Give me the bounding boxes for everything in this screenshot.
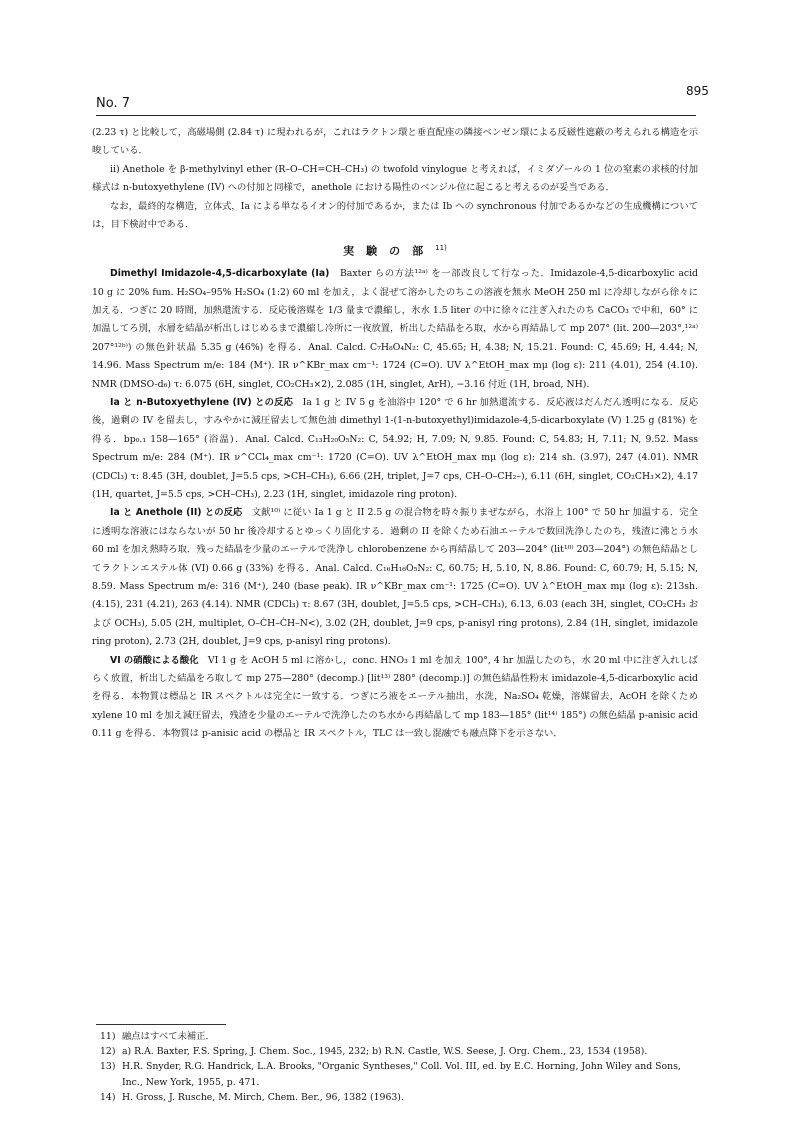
article-body	[92, 124, 698, 744]
footnote-number: 12)	[100, 1046, 116, 1058]
experiment-text: Baxter らの方法¹²ᵃ⁾ を一部改良して行なった．Imidazole-4,5-dicarboxylic acid 10 g に 20% fum. H₂SO₄–95% H₂SO₄ (1:2) 60 ml を加え，よく混ぜて溶かしたのちこの溶液を無水 MeOH 250 ml に冷却しながら徐々に加える．つぎに 20 時間，加熱還流する．反応後溶媒を 1/3 量まで濃縮し，氷水 1.5 liter の中に徐々に注ぎ入れたのち CaCO₃ で中和，60° に加温してろ別，水層を結晶が析出しはじめるまで濃縮し冷所に一夜放置，析出した結晶をろ取，水から再結晶して mp 207° (lit. 200—203°,¹²ᵃ⁾ 207°¹²ᵇ⁾) の無色針状晶 5.35 g (46%) を得る．Anal. Calcd. C₇H₈O₄N₂: C, 45.65; H, 4.38; N, 15.21. Found: C, 45.69; H, 4.44; N, 14.96. Mass Spectrum m/e: 184 (M⁺). IR ν^KBr_max cm⁻¹: 1724 (C=O). UV λ^EtOH_max mμ (log ε): 211 (4.01), 254 (4.10). NMR (DMSO-d₆) τ: 6.075 (6H, singlet, CO₂CH₃×2), 2.085 (1H, singlet, ArH), −3.16 付近 (1H, broad, NH).	[92, 268, 698, 390]
footnote-12	[100, 1044, 696, 1059]
page-number: 895	[686, 84, 709, 98]
experiment-text: 文献¹⁰⁾ に従い Ia 1 g と II 2.5 g の混合物を時々振りまぜながら，水浴上 100° で 50 hr 加温する．完全に透明な溶液にはならないが 50 hr 後冷却するとゆっくり固化する．過剰の II を除くため石油エーテルで数回洗浄したのち，残渣に沸とう水 60 ml を加え熱時ろ取．残った結晶を少量のエーテルで洗浄し chlorobenzene から再結晶して 203—204° (lit¹⁰⁾ 203—204°) の無色結晶としてラクトンエステル体 (VI) 0.66 g (33%) を得る．Anal. Calcd. C₁₆H₁₆O₅N₂: C, 60.75; H, 5.10, N, 8.86. Found: C, 60.79; H, 5.15; N, 8.59. Mass Spectrum m/e: 316 (M⁺), 240 (base peak). IR ν^KBr_max cm⁻¹: 1725 (C=O). UV λ^EtOH_max mμ (log ε): 213sh. (4.15), 231 (4.21), 263 (4.14). NMR (CDCl₃) τ: 8.67 (3H, doublet, J=5.5 cps, >CH–CH₃), 6.13, 6.03 (each 3H, singlet, CO₂CH₃ および OCH₃), 5.05 (2H, multiplet, O–ĊH–ĊH–N<), 3.02 (2H, doublet, J=9 cps, p-anisyl ring protons), 2.84 (1H, singlet, imidazole ring proton), 2.73 (2H, doublet, J=9 cps, p-anisyl ring protons).	[92, 507, 698, 648]
footnote-number: 14)	[100, 1091, 116, 1103]
footnote-rule	[96, 1024, 226, 1025]
footnotes	[100, 1029, 696, 1105]
experiment-heading: Dimethyl Imidazole-4,5-dicarboxylate (Ia)	[110, 268, 330, 280]
intro-paragraph-2: ii) Anethole を β-methylvinyl ether (R–O–CH=CH–CH₃) の twofold vinylogue と考えれば，イミダゾールの 1 位の窒素の求核的付加様式は n-butoxyethylene (IV) への付加と同様で，anethole における陽性のベンジル位に起こると考えるのが妥当である．	[92, 163, 698, 194]
header-rule	[96, 115, 696, 116]
footnote-11	[100, 1029, 696, 1044]
footnote-number: 11)	[100, 1031, 116, 1042]
section-note-ref: 11)	[435, 244, 447, 253]
experiment-text: Ia 1 g と IV 5 g を油浴中 120° で 6 hr 加熱還流する．反応液はだんだん透明になる．反応後，過剰の IV を留去し，すみやかに減圧留去して無色油 dimethyl 1-(1-n-butoxyethyl)imidazole-4,5-dicarboxylate (V) 1.25 g (81%) を得る．bp₀.₁ 158—165° (浴温)．Anal. Calcd. C₁₃H₂₀O₅N₂: C, 54.92; H, 7.09; N, 9.85. Found: C, 54.83; H, 7.11; N, 9.52. Mass Spectrum m/e: 284 (M⁺). IR ν^CCl₄_max cm⁻¹: 1720 (C=O). UV λ^EtOH_max mμ (log ε): 214 sh. (3.97), 247 (4.01). NMR (CDCl₃) τ: 8.45 (3H, doublet, J=5.5 cps, >CH–CH₃), 6.66 (2H, triplet, J=7 cps, CH–O–CH₂–), 6.11 (6H, singlet, CO₂CH₃×2), 4.17 (1H, quartet, J=5.5 cps, >CH–CH₃), 2.23 (1H, singlet, imidazole ring proton).	[92, 396, 698, 500]
intro-paragraph-3: なお，最終的な構造，立体式，Ia による単なるイオン的付加であるか，または Ib への synchronous 付加であるかなどの生成機構については，目下検討中である．	[92, 200, 698, 231]
experiment-text: VI 1 g を AcOH 5 ml に溶かし，conc. HNO₃ 1 ml を加え 100°, 4 hr 加温したのち，水 20 ml 中に注ぎ入れしばらく放置，析出した結晶をろ取して mp 275—280° (decomp.) [lit¹³⁾ 280° (decomp.)] の無色結晶性粉末 imidazole-4,5-dicarboxylic acid を得る．本物質は標品と IR スペクトルは完全に一致する．つぎにろ液をエーテル抽出，水洗，Na₂SO₄ 乾燥，溶媒留去，AcOH を除くため xylene 10 ml を加え減圧留去，残渣を少量のエーテルで洗浄したのち水から再結晶して mp 183—185° (lit¹⁴⁾ 185°) の無色結晶 p-anisic acid 0.11 g を得る．本物質は p-anisic acid の標品と IR スペクトル，TLC は一致し混融でも融点降下を示さない．	[92, 654, 698, 740]
experiment-heading: Ia と n-Butoxyethylene (IV) との反応	[110, 396, 294, 408]
section-title: 実験の部	[343, 245, 436, 259]
experiment-nitric-oxidation	[92, 652, 698, 744]
section-heading	[92, 238, 698, 262]
journal-number: No. 7	[96, 96, 130, 111]
experiment-ia	[92, 265, 698, 394]
footnote-text: H. Gross, J. Rusche, M. Mirch, Chem. Ber., 96, 1382 (1963).	[122, 1091, 404, 1103]
experiment-anethole	[92, 504, 698, 651]
footnote-14	[100, 1090, 696, 1105]
intro-paragraph-1: (2.23 τ) と比較して，高磁場側 (2.84 τ) に現われるが，これはラクトン環と垂直配座の隣接ベンゼン環による反磁性遮蔽の考えられる構造を示唆している．	[92, 127, 698, 157]
footnote-text: H.R. Snyder, R.G. Handrick, L.A. Brooks, "Organic Syntheses," Coll. Vol. III, ed. by E.C. Horning, John Wiley and Sons, Inc., New York, 1955, p. 471.	[122, 1061, 681, 1088]
experiment-heading: VI の硝酸による酸化	[110, 654, 199, 666]
experiment-heading: Ia と Anethole (II) との反応	[110, 507, 243, 519]
footnote-number: 13)	[100, 1061, 116, 1073]
footnote-text: 融点はすべて未補正．	[122, 1031, 215, 1042]
footnote-13	[100, 1059, 696, 1089]
experiment-butoxyethylene	[92, 394, 698, 504]
footnote-text: a) R.A. Baxter, F.S. Spring, J. Chem. Soc., 1945, 232; b) R.N. Castle, W.S. Seese, J. Org. Chem., 23, 1534 (1958).	[122, 1046, 648, 1058]
